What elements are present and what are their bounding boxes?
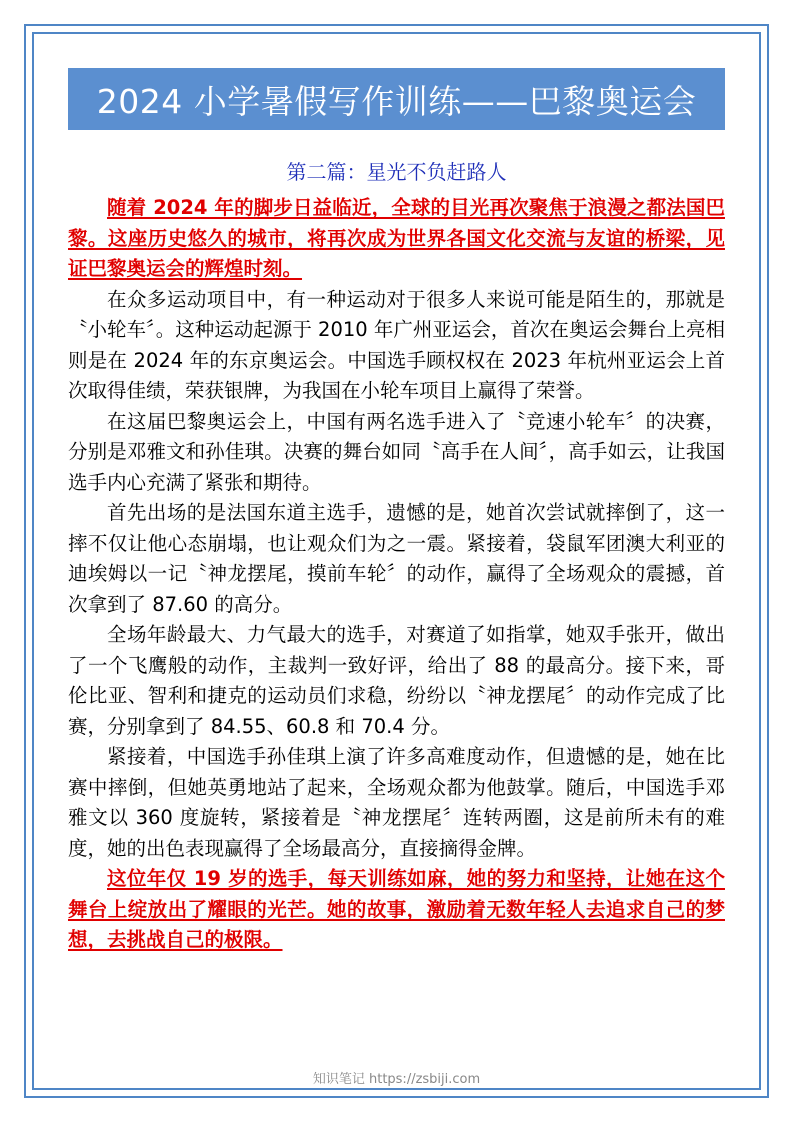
paragraph: 在众多运动项目中，有一种运动对于很多人来说可能是陌生的，那就是〝小轮车〞。这种运动起源于 2010 年广州亚运会，首次在奥运会舞台上亮相则是在 2024 年的东京奥运会。中国选手顾权权在 2023 年杭州亚运会上首次取得佳绩，荣获银牌，为我国在小轮车项目上赢得了荣誉。 [68,287,725,402]
page-title: 2024 小学暑假写作训练——巴黎奥运会 [96,81,697,121]
paragraph-conclusion: 这位年仅 19 岁的选手，每天训练如麻，她的努力和坚持，让她在这个舞台上绽放出了耀眼的光芒。她的故事，激励着无数年轻人去追求自己的梦想，去挑战自己的极限。 [68,867,725,951]
article-body [68,193,725,956]
paragraph: 在这届巴黎奥运会上，中国有两名选手进入了〝竞速小轮车〞的决赛，分别是邓雅文和孙佳琪。决赛的舞台如同〝高手在人间〞，高手如云，让我国选手内心充满了紧张和期待。 [68,409,725,494]
article-subtitle: 第二篇：星光不负赶路人 [286,160,507,184]
paragraph: 紧接着，中国选手孙佳琪上演了许多高难度动作，但遗憾的是，她在比赛中摔倒，但她英勇地站了起来，全场观众都为他鼓掌。随后，中国选手邓雅文以 360 度旋转，紧接着是〝神龙摆尾〞连转两圈，这是前所未有的难度，她的出色表现赢得了全场最高分，直接摘得金牌。 [68,745,725,860]
footer-source: 知识笔记 https://zsbiji.com [312,1072,481,1087]
paragraph: 首先出场的是法国东道主选手，遗憾的是，她首次尝试就摔倒了，这一摔不仅让他心态崩塌，也让观众们为之一震。紧接着，袋鼠军团澳大利亚的迪埃姆以一记〝神龙摆尾，摸前车轮〞的动作，赢得了全场观众的震撼，首次拿到了 87.60 的高分。 [68,501,725,616]
paragraph-intro: 随着 2024 年的脚步日益临近，全球的目光再次聚焦于浪漫之都法国巴黎。这座历史悠久的城市，将再次成为世界各国文化交流与友谊的桥梁，见证巴黎奥运会的辉煌时刻。 [68,196,725,280]
paragraph: 全场年龄最大、力气最大的选手，对赛道了如指掌，她双手张开，做出了一个飞鹰般的动作，主裁判一致好评，给出了 88 的最高分。接下来，哥伦比亚、智利和捷克的运动员们求稳，纷纷以〝神龙摆尾〞的动作完成了比赛，分别拿到了 84.55、60.8 和 70.4 分。 [68,623,725,738]
title-banner [68,68,725,130]
